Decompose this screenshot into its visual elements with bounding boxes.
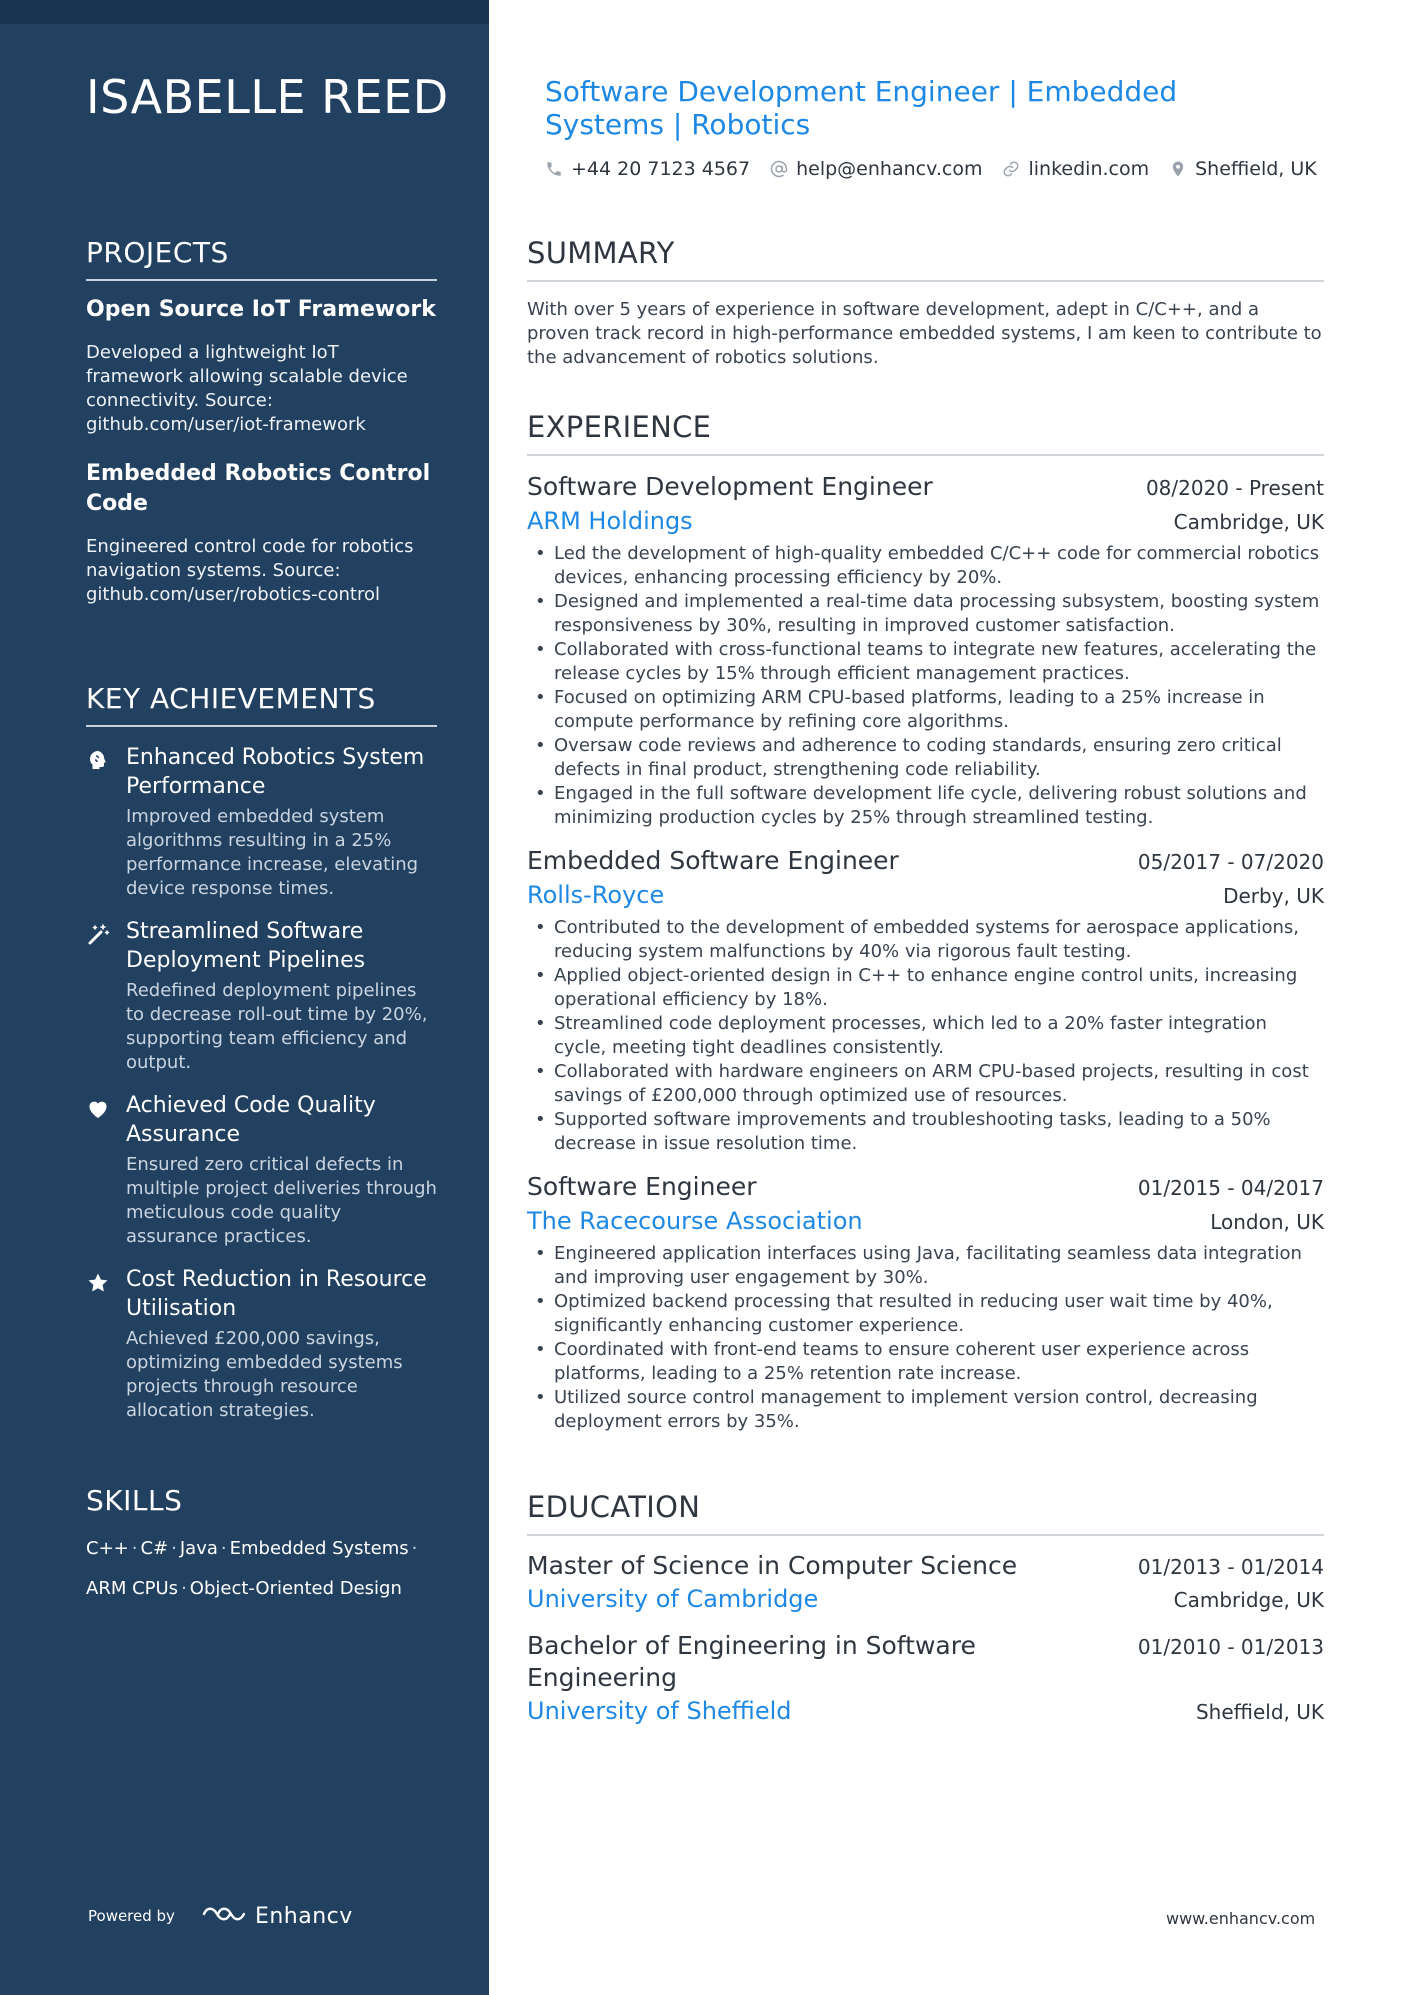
email-text: help@enhancv.com — [796, 158, 983, 180]
location-text: Sheffield, UK — [1195, 158, 1317, 180]
skills-section — [86, 1484, 437, 1601]
powered-by-label: Powered by — [88, 1907, 175, 1925]
job-title: Software Engineer — [527, 1172, 757, 1201]
school-name: University of Cambridge — [527, 1585, 819, 1613]
list-item: • Optimized backend processing that resulted in reducing user wait time by 40%, significantly enhancing customer experience. — [527, 1290, 1324, 1338]
skill-tag: Object-Oriented Design — [189, 1578, 402, 1599]
contact-linkedin[interactable] — [1002, 158, 1149, 180]
skill-separator: · — [131, 1538, 138, 1559]
brand-name: Enhancv — [254, 1903, 353, 1929]
summary-heading: SUMMARY — [527, 236, 1324, 282]
brain-icon — [86, 749, 110, 773]
job-bullets — [527, 1242, 1324, 1434]
list-item: • Streamlined code deployment processes, which led to a 20% faster integration cycle, meeting tight deadlines consistently. — [527, 1012, 1324, 1060]
job-bullets — [527, 542, 1324, 830]
achievement-title: Enhanced Robotics System Performance — [126, 745, 425, 799]
list-item: • Supported software improvements and troubleshooting tasks, leading to a 50% decrease in issue resolution time. — [527, 1108, 1324, 1156]
education-dates: 01/2013 - 01/2014 — [1137, 1555, 1324, 1579]
summary-section — [527, 236, 1324, 370]
linkedin-text: linkedin.com — [1028, 158, 1150, 180]
achievement-title: Cost Reduction in Resource Utilisation — [126, 1267, 427, 1321]
school-name: University of Sheffield — [527, 1697, 792, 1725]
project-title: Embedded Robotics Control Code — [86, 461, 431, 516]
company-name: Rolls-Royce — [527, 881, 665, 909]
job-title: Software Development Engineer — [527, 472, 933, 501]
candidate-name: ISABELLE REED — [86, 70, 449, 124]
achievement-item — [86, 743, 437, 901]
list-item: • Focused on optimizing ARM CPU-based platforms, leading to a 25% increase in compute performance by refining core algorithms. — [527, 686, 1324, 734]
project-description: Engineered control code for robotics navigation systems. Source: github.com/user/robotics-control — [86, 536, 414, 605]
job-entry — [527, 844, 1324, 1156]
summary-text: With over 5 years of experience in software development, adept in C/C++, and a proven track record in high-performance embedded systems, I am keen to contribute to the advancement of robotics solutions. — [527, 299, 1322, 368]
link-icon — [1002, 160, 1020, 178]
education-section — [527, 1490, 1324, 1728]
job-entry — [527, 1170, 1324, 1434]
job-dates: 01/2015 - 04/2017 — [1137, 1176, 1324, 1200]
company-name: The Racecourse Association — [527, 1207, 863, 1235]
job-location: Derby, UK — [1223, 884, 1324, 908]
list-item: • Engineered application interfaces using Java, facilitating seamless data integration and improving user engagement by 30%. — [527, 1242, 1324, 1290]
map-pin-icon — [1169, 160, 1187, 178]
sidebar — [0, 0, 489, 1995]
at-sign-icon — [770, 160, 788, 178]
education-location: Cambridge, UK — [1173, 1588, 1324, 1612]
enhancv-logo-icon — [201, 1902, 247, 1930]
job-title: Embedded Software Engineer — [527, 846, 899, 875]
education-location: Sheffield, UK — [1195, 1700, 1324, 1724]
contact-bar — [545, 158, 1317, 180]
company-name: ARM Holdings — [527, 507, 693, 535]
job-location: London, UK — [1210, 1210, 1324, 1234]
achievements-heading: KEY ACHIEVEMENTS — [86, 682, 437, 727]
skills-line — [86, 1537, 437, 1561]
star-icon — [86, 1271, 110, 1295]
powered-by — [88, 1902, 353, 1930]
job-bullets — [527, 916, 1324, 1156]
skill-separator: · — [171, 1538, 177, 1559]
magic-wand-icon — [86, 923, 110, 947]
education-heading: EDUCATION — [527, 1490, 1324, 1536]
contact-location — [1169, 158, 1317, 180]
achievement-item — [86, 1091, 437, 1249]
phone-text: +44 20 7123 4567 — [571, 158, 751, 180]
achievements-section — [86, 682, 437, 1423]
footer-url[interactable]: www.enhancv.com — [1166, 1909, 1316, 1928]
job-dates: 05/2017 - 07/2020 — [1137, 850, 1324, 874]
skill-tag: Java — [179, 1538, 218, 1559]
list-item: • Collaborated with hardware engineers on ARM CPU-based projects, resulting in cost savings of £200,000 through optimized use of resources. — [527, 1060, 1324, 1108]
contact-email[interactable] — [770, 158, 982, 180]
project-description: Developed a lightweight IoT framework allowing scalable device connectivity. Source: github.com/user/iot-framework — [86, 342, 408, 435]
list-item: • Coordinated with front-end teams to ensure coherent user experience across platforms, leading to a 25% retention rate increase. — [527, 1338, 1324, 1386]
heart-icon — [86, 1097, 110, 1121]
project-title: Open Source IoT Framework — [86, 297, 436, 322]
achievement-description: Redefined deployment pipelines to decrease roll-out time by 20%, supporting team efficiency and output. — [126, 980, 428, 1073]
skill-separator: · — [220, 1538, 227, 1559]
education-entry — [527, 1550, 1324, 1616]
list-item: • Collaborated with cross-functional teams to integrate new features, accelerating the release cycles by 15% through efficient management practices. — [527, 638, 1324, 686]
achievement-description: Ensured zero critical defects in multiple project deliveries through meticulous code quality assurance practices. — [126, 1154, 437, 1247]
degree-title: Bachelor of Engineering in Software Engineering — [527, 1631, 976, 1692]
achievement-item — [86, 1265, 437, 1423]
achievement-description: Achieved £200,000 savings, optimizing embedded systems projects through resource allocation strategies. — [126, 1328, 403, 1421]
list-item: • Utilized source control management to implement version control, decreasing deployment errors by 35%. — [527, 1386, 1324, 1434]
contact-phone[interactable] — [545, 158, 750, 180]
skill-tag: C# — [140, 1538, 169, 1559]
skills-line — [86, 1577, 437, 1601]
achievement-item — [86, 917, 437, 1075]
list-item: • Applied object-oriented design in C++ to enhance engine control units, increasing operational efficiency by 18%. — [527, 964, 1324, 1012]
education-entry — [527, 1630, 1324, 1728]
achievement-title: Streamlined Software Deployment Pipelines — [126, 919, 366, 973]
achievement-title: Achieved Code Quality Assurance — [126, 1093, 376, 1147]
education-dates: 01/2010 - 01/2013 — [1137, 1635, 1324, 1659]
sidebar-top-bar — [0, 0, 489, 24]
job-location: Cambridge, UK — [1173, 510, 1324, 534]
list-item: • Oversaw code reviews and adherence to coding standards, ensuring zero critical defects in final product, strengthening code reliability. — [527, 734, 1324, 782]
list-item: • Engaged in the full software development life cycle, delivering robust solutions and minimizing production cycles by 25% through streamlined testing. — [527, 782, 1324, 830]
skill-tag: Embedded Systems — [229, 1538, 409, 1559]
skill-separator: · — [181, 1578, 187, 1599]
job-entry — [527, 470, 1324, 830]
skill-tag: ARM CPUs — [86, 1578, 179, 1599]
phone-icon — [545, 160, 563, 178]
skills-heading: SKILLS — [86, 1484, 183, 1517]
list-item: • Designed and implemented a real-time data processing subsystem, boosting system responsiveness by 30%, resulting in improved customer satisfaction. — [527, 590, 1324, 638]
experience-section — [527, 410, 1324, 1434]
list-item: • Contributed to the development of embedded systems for aerospace applications, reducing system malfunctions by 40% via rigorous fault testing. — [527, 916, 1324, 964]
job-dates: 08/2020 - Present — [1145, 476, 1324, 500]
professional-headline: Software Development Engineer | Embedded Systems | Robotics — [545, 75, 1178, 141]
skill-tag: C++ — [86, 1538, 129, 1559]
experience-heading: EXPERIENCE — [527, 410, 1324, 456]
projects-heading: PROJECTS — [86, 236, 437, 281]
skill-separator: · — [411, 1538, 418, 1559]
achievement-description: Improved embedded system algorithms resulting in a 25% performance increase, elevating device response times. — [126, 806, 419, 899]
list-item: • Led the development of high-quality embedded C/C++ code for commercial robotics devices, enhancing processing efficiency by 20%. — [527, 542, 1324, 590]
projects-section — [86, 236, 437, 607]
degree-title: Master of Science in Computer Science — [527, 1551, 1018, 1580]
